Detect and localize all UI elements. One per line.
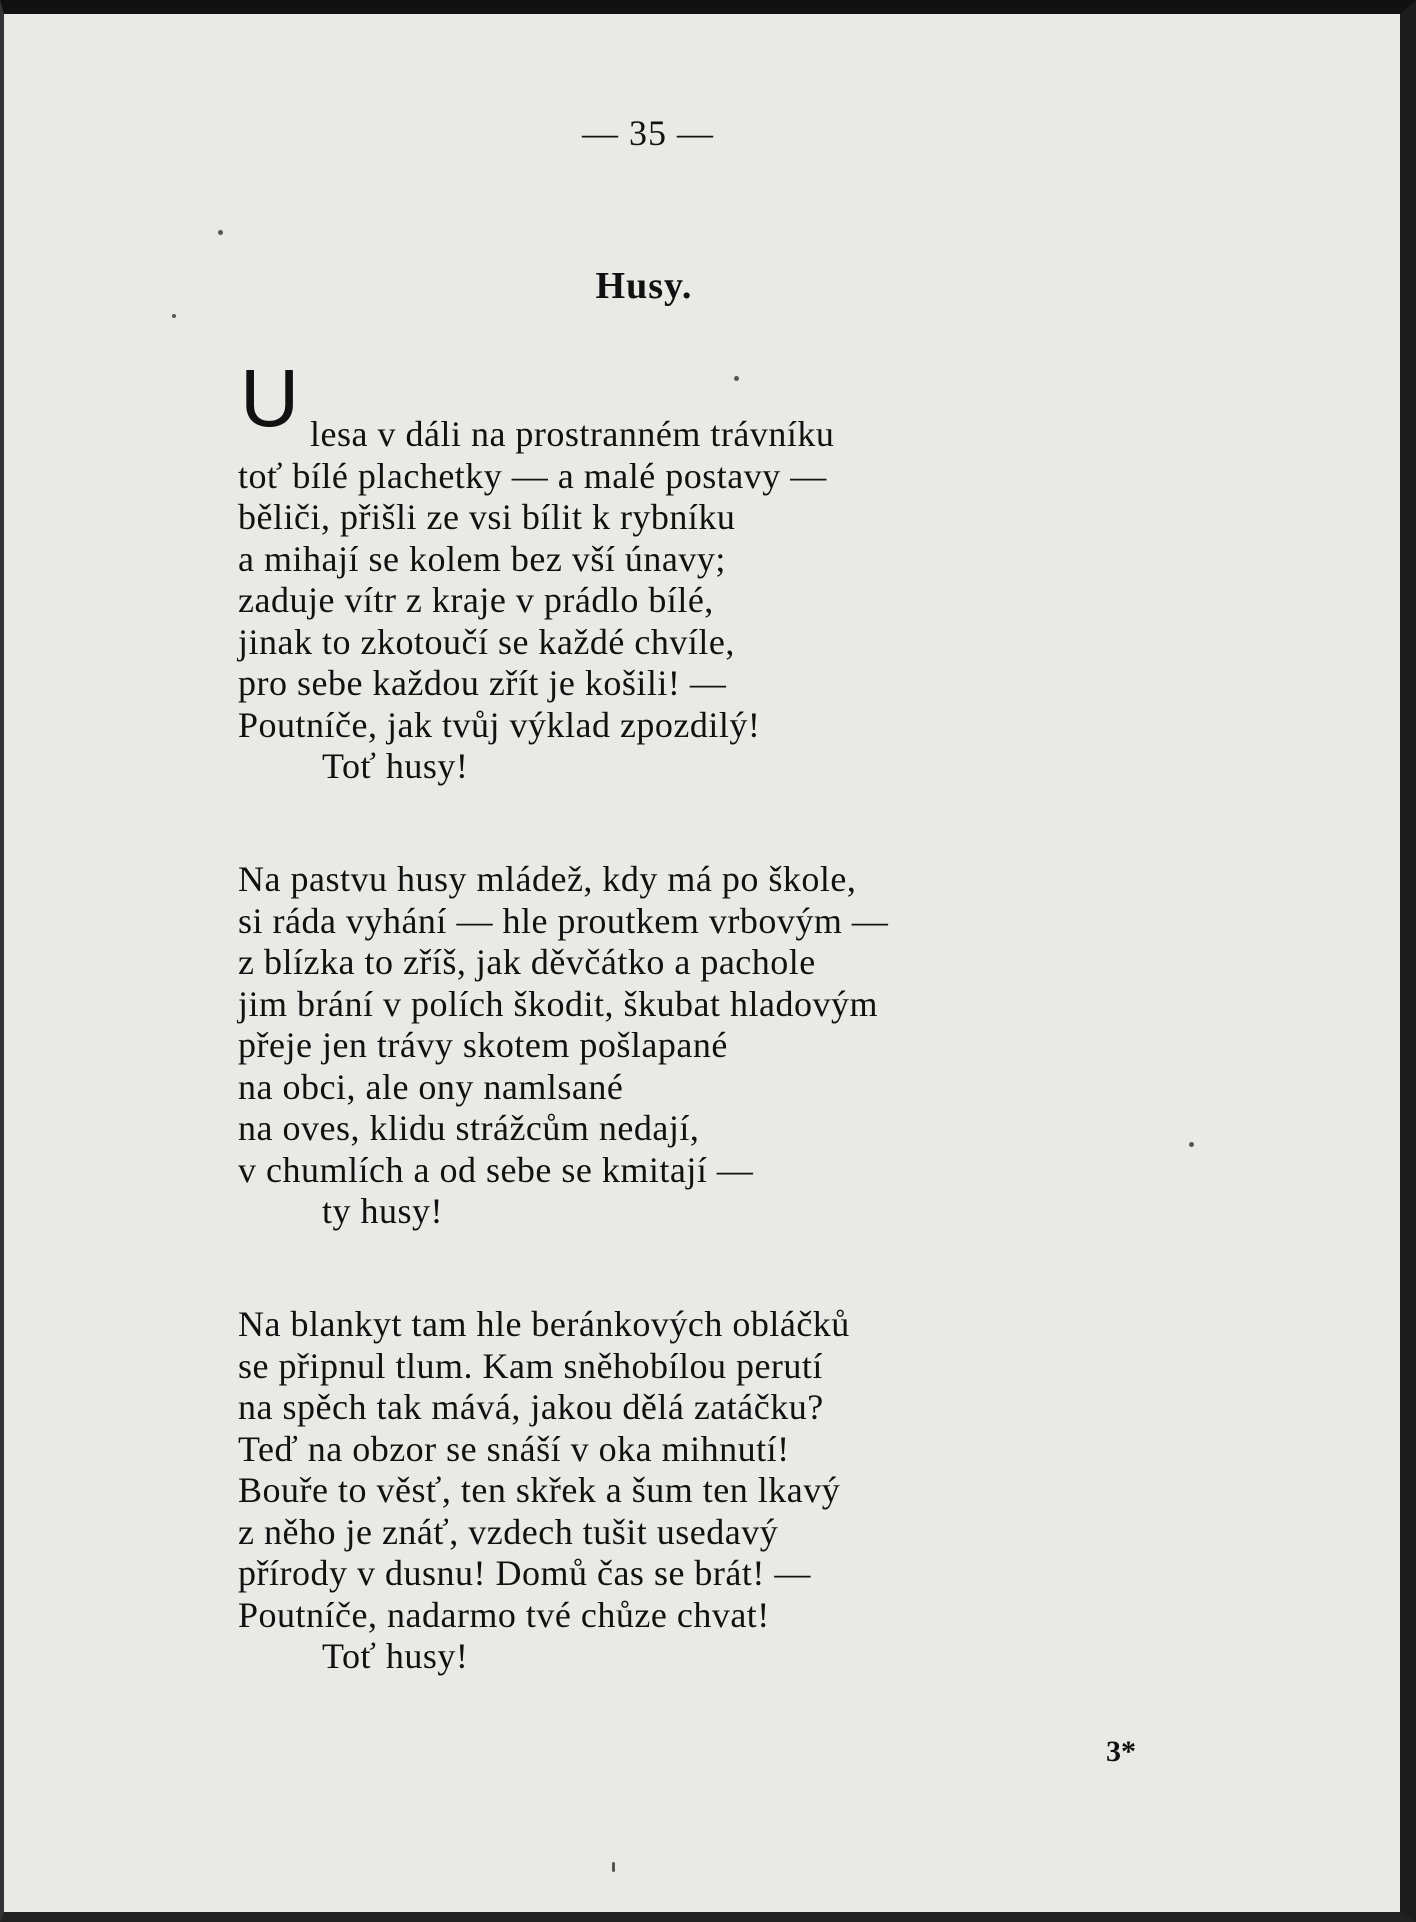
- poem-line: na spěch tak mává, jakou dělá zatáčku?: [238, 1387, 824, 1427]
- poem-line: Poutníče, jak tvůj výklad zpozdilý!: [238, 704, 761, 745]
- poem-line: toť bílé plachetky — a malé postavy —: [238, 455, 827, 496]
- stanza-3: [238, 1304, 850, 1678]
- poem-refrain: Toť husy!: [322, 1636, 469, 1676]
- poem-line: běliči, přišli ze vsi bílit k rybníku: [238, 497, 736, 537]
- poem-line: si ráda vyhání — hle proutkem vrbovým —: [238, 900, 889, 941]
- paper-speck: [1189, 1142, 1194, 1147]
- poem-line: Na blankyt tam hle beránkových obláčků: [238, 1304, 850, 1344]
- poem-line: z blízka to zříš, jak děvčátko a pachole: [238, 942, 816, 982]
- poem-line: a mihají se kolem bez vší únavy;: [238, 538, 726, 579]
- poem-line: pro sebe každou zřít je košili! —: [238, 663, 727, 703]
- poem-line: přeje jen trávy skotem pošlapané: [238, 1025, 728, 1065]
- poem-refrain: ty husy!: [322, 1191, 443, 1231]
- paper-speck: [218, 230, 223, 235]
- paper-speck: [734, 376, 739, 381]
- poem-title: Husy.: [595, 265, 693, 307]
- stanza-2: [238, 859, 888, 1233]
- paper-speck: [172, 314, 176, 318]
- poem-line: Teď na obzor se snáší v oka mihnutí!: [238, 1428, 790, 1469]
- poem-line: v chumlích a od sebe se kmitají —: [238, 1149, 754, 1190]
- poem-line: lesa v dáli na prostranném trávníku: [310, 414, 835, 454]
- poem-line: Na pastvu husy mládež, kdy má po škole,: [238, 859, 857, 899]
- poem-refrain: Toť husy!: [322, 746, 469, 786]
- poem-line: na obci, ale ony namlsané: [238, 1066, 624, 1107]
- poem-line: přírody v dusnu! Domů čas se brát! —: [238, 1553, 811, 1593]
- poem-line: zaduje vítr z kraje v prádlo bílé,: [238, 580, 714, 620]
- poem-line: Poutníče, nadarmo tvé chůze chvat!: [238, 1594, 770, 1635]
- poem-line: z něho je znáť, vzdech tušit usedavý: [238, 1511, 779, 1552]
- stanza-1: [238, 414, 834, 788]
- poem-line: Bouře to věsť, ten skřek a šum ten lkavý: [238, 1470, 841, 1510]
- poem-line: jim brání v polích škodit, škubat hladovým: [238, 983, 878, 1024]
- poem-line: se připnul tlum. Kam sněhobílou perutí: [238, 1345, 823, 1386]
- signature-mark: 3*: [1106, 1735, 1136, 1768]
- poem-line: jinak to zkotoučí se každé chvíle,: [238, 621, 735, 662]
- paper-speck: [612, 1862, 615, 1872]
- page-number: — 35 —: [582, 113, 714, 153]
- poem-line: na oves, klidu strážcům nedají,: [238, 1108, 700, 1148]
- drop-cap: U: [240, 353, 300, 444]
